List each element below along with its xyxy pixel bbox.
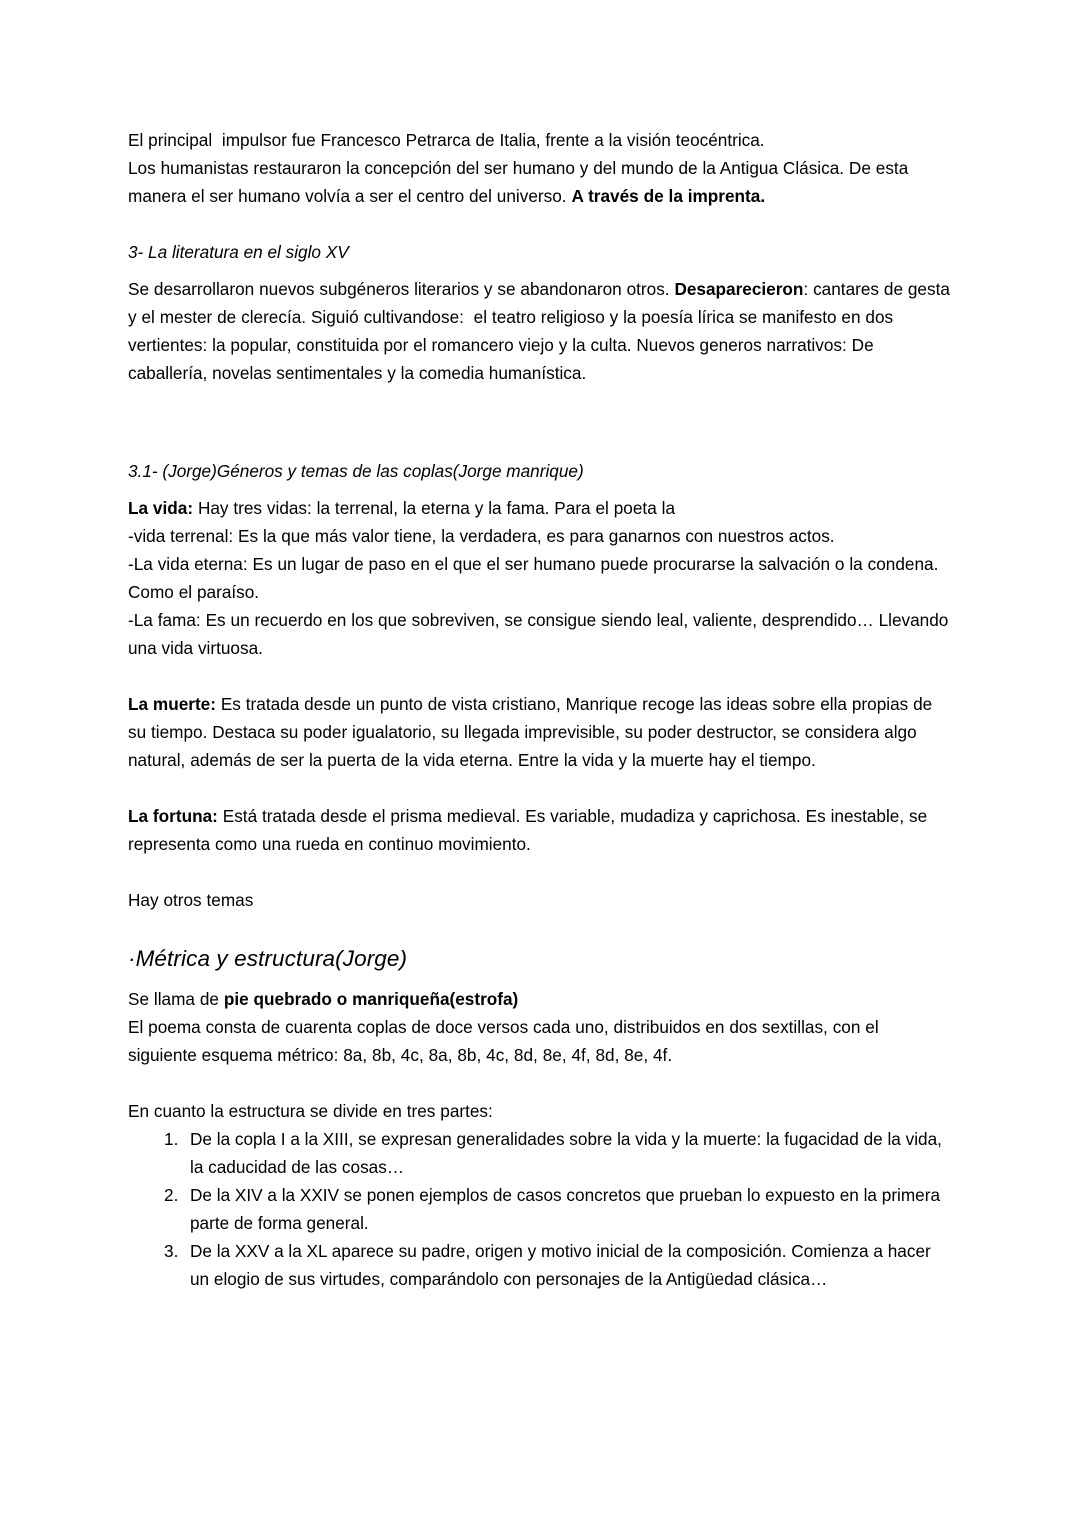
spacer <box>128 485 950 494</box>
se-llama-paragraph <box>128 985 950 1013</box>
section-3-text-b: : cantares de gesta y el mester de clerecía. Siguió cultivandose: el teatro religioso y la poesía lírica se manifesto en dos vertientes: la popular, constituida por el romancero viejo y la culta. Nuevos generos narrativos: De caballería, novelas sentimentales y la comedia humanística. <box>128 279 955 383</box>
intro-paragraph <box>128 126 950 210</box>
spacer <box>128 210 950 238</box>
spacer <box>128 774 950 802</box>
se-llama-text: Se llama de <box>128 989 224 1009</box>
la-muerte-text: Es tratada desde un punto de vista cristiano, Manrique recoge las ideas sobre ella propias de su tiempo. Destaca su poder igualatorio, su llegada imprevisible, su poder destructor, se considera algo natural, además de ser la puerta de la vida eterna. Entre la vida y la muerte hay el tiempo. <box>128 694 938 770</box>
spacer <box>128 443 950 457</box>
section-3-text-a: Se desarrollaron nuevos subgéneros literarios y se abandonaron otros. <box>128 279 675 299</box>
list-item: De la copla I a la XIII, se expresan generalidades sobre la vida y la muerte: la fugacidad de la vida, la caducidad de las cosas… <box>190 1129 942 1177</box>
la-muerte-label: La muerte: <box>128 694 216 714</box>
la-fortuna-label: La fortuna: <box>128 806 218 826</box>
la-vida-line-1: Hay tres vidas: la terrenal, la eterna y la fama. Para el poeta la <box>193 498 675 518</box>
spacer <box>128 387 950 443</box>
spacer <box>128 266 950 275</box>
section-3-paragraph <box>128 275 955 387</box>
section-3-bold-desaparecieron: Desaparecieron <box>674 279 804 299</box>
document-body <box>128 126 955 1293</box>
estructura-list <box>128 1125 950 1293</box>
otros-temas-paragraph: Hay otros temas <box>128 890 254 910</box>
poema-paragraph: El poema consta de cuarenta coplas de doce versos cada uno, distribuidos en dos sextillas, con el siguiente esquema métrico: 8a, 8b, 4c, 8a, 8b, 4c, 8d, 8e, 4f, 8d, 8e, 4f. <box>128 1017 884 1065</box>
la-vida-line-4: -La fama: Es un recuerdo en los que sobreviven, se consigue siendo leal, valiente, desprendido… Llevando una vida virtuosa. <box>128 610 954 658</box>
la-vida-paragraph <box>128 494 954 662</box>
la-vida-line-2: -vida terrenal: Es la que más valor tiene, la verdadera, es para ganarnos con nuestros actos. <box>128 526 835 546</box>
intro-line-2: Los humanistas restauraron la concepción del ser humano y del mundo de la Antigua Clásica. De esta manera el ser humano volvía a ser el centro del universo. <box>128 158 914 206</box>
spacer <box>128 914 950 942</box>
spacer <box>128 662 950 690</box>
la-vida-label: La vida: <box>128 498 194 518</box>
pie-quebrado-bold: pie quebrado o manriqueña(estrofa) <box>223 989 519 1009</box>
estructura-intro: En cuanto la estructura se divide en tres partes: <box>128 1101 493 1121</box>
heading-section-3-1: 3.1- (Jorge)Géneros y temas de las coplas(Jorge manrique) <box>128 461 584 481</box>
la-fortuna-text: Está tratada desde el prisma medieval. Es variable, mudadiza y caprichosa. Es inestable, se representa como una rueda en continuo movimiento. <box>128 806 933 854</box>
spacer <box>128 858 950 886</box>
heading-section-3: 3- La literatura en el siglo XV <box>128 242 349 262</box>
spacer <box>128 1069 950 1097</box>
list-item: De la XIV a la XXIV se ponen ejemplos de casos concretos que prueban lo expuesto en la primera parte de forma general. <box>190 1185 941 1233</box>
la-vida-line-3: -La vida eterna: Es un lugar de paso en el que el ser humano puede procurarse la salvación o la condena. Como el paraíso. <box>128 554 944 602</box>
heading-metrica: ·Métrica y estructura(Jorge) <box>128 946 408 971</box>
la-fortuna-paragraph <box>128 802 950 858</box>
list-item: De la XXV a la XL aparece su padre, origen y motivo inicial de la composición. Comienza a hacer un elogio de sus virtudes, comparándolo con personajes de la Antigüedad clásica… <box>190 1241 931 1289</box>
intro-bold-imprenta: A través de la imprenta. <box>571 186 766 206</box>
intro-line-1: El principal impulsor fue Francesco Petrarca de Italia, frente a la visión teocéntrica. <box>128 130 765 150</box>
spacer <box>128 976 950 985</box>
la-muerte-paragraph <box>128 690 950 774</box>
